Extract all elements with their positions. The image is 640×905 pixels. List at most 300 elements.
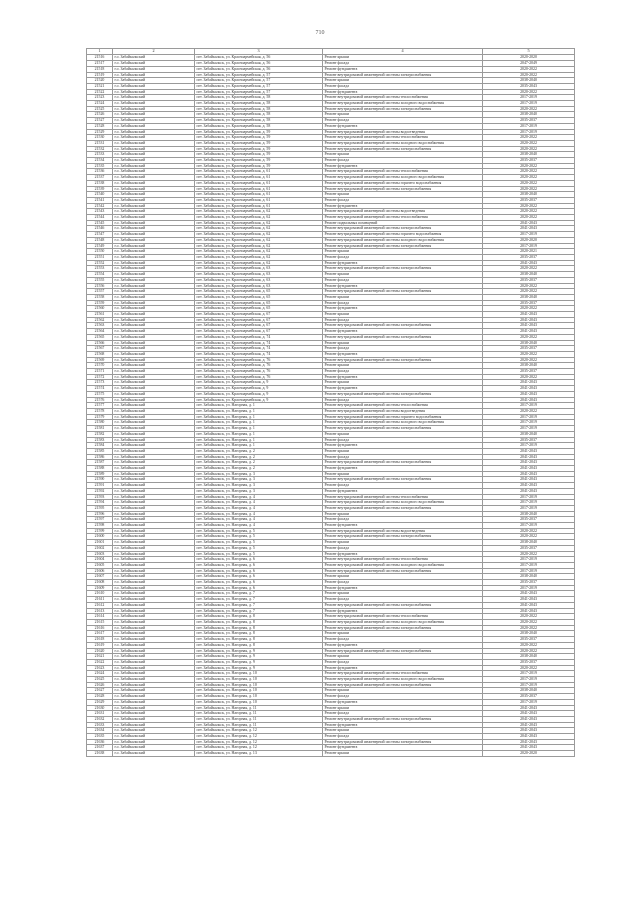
municipality-cell: г.о. Забайкальский	[113, 562, 195, 568]
municipality-cell: г.о. Забайкальский	[113, 118, 195, 124]
period-cell: 2041-2043	[483, 739, 575, 745]
address-cell: пгт. Забайкальск, ул. Нагорная, д. 1	[195, 426, 323, 432]
row-number-cell: 21555	[87, 277, 113, 283]
address-cell: пгт. Забайкальск, ул. Нагорная, д. 1	[195, 403, 323, 409]
municipality-cell: г.о. Забайкальский	[113, 260, 195, 266]
row-number-cell: 21614	[87, 614, 113, 620]
municipality-cell: г.о. Забайкальский	[113, 317, 195, 323]
period-cell: 2035-2037	[483, 300, 575, 306]
work-type-cell: Ремонт внутридомовой инженерной системы электроснабжения	[323, 460, 483, 466]
municipality-cell: г.о. Забайкальский	[113, 654, 195, 660]
address-cell: пгт. Забайкальск, ул. Нагорная, д. 5	[195, 545, 323, 551]
municipality-cell: г.о. Забайкальский	[113, 66, 195, 72]
row-number-cell: 21573	[87, 380, 113, 386]
work-type-cell: Ремонт подвальных помещений	[323, 220, 483, 226]
municipality-cell: г.о. Забайкальский	[113, 665, 195, 671]
address-cell: пгт. Забайкальск, ул. Нагорная, д. 8	[195, 614, 323, 620]
address-cell: пгт. Забайкальск, ул. Нагорная, д. 10	[195, 699, 323, 705]
work-type-cell: Ремонт фасада	[323, 300, 483, 306]
row-number-cell: 21576	[87, 397, 113, 403]
row-number-cell: 21626	[87, 682, 113, 688]
address-cell: пгт. Забайкальск, ул. Красноармейская, д. 61	[195, 197, 323, 203]
municipality-cell: г.о. Забайкальский	[113, 523, 195, 529]
municipality-cell: г.о. Забайкальский	[113, 734, 195, 740]
period-cell: 2035-2037	[483, 517, 575, 523]
municipality-cell: г.о. Забайкальский	[113, 152, 195, 158]
period-cell: 2041-2043	[483, 460, 575, 466]
municipality-cell: г.о. Забайкальский	[113, 277, 195, 283]
row-number-cell: 21572	[87, 374, 113, 380]
row-number-cell: 21594	[87, 500, 113, 506]
address-cell: пгт. Забайкальск, ул. Красноармейская, д. 57	[195, 78, 323, 84]
work-type-cell: Ремонт фундамента	[323, 523, 483, 529]
municipality-cell: г.о. Забайкальский	[113, 83, 195, 89]
municipality-cell: г.о. Забайкальский	[113, 659, 195, 665]
municipality-cell: г.о. Забайкальский	[113, 209, 195, 215]
period-cell: 2041-2043	[483, 483, 575, 489]
address-cell: пгт. Забайкальск, ул. Нагорная, д. 12	[195, 739, 323, 745]
period-cell: 2041-2043	[483, 391, 575, 397]
municipality-cell: г.о. Забайкальский	[113, 517, 195, 523]
period-cell: 2017-2019	[483, 682, 575, 688]
municipality-cell: г.о. Забайкальский	[113, 294, 195, 300]
work-type-cell: Ремонт фасада	[323, 397, 483, 403]
municipality-cell: г.о. Забайкальский	[113, 255, 195, 261]
period-cell: 2041-2043	[483, 477, 575, 483]
municipality-cell: г.о. Забайкальский	[113, 471, 195, 477]
row-number-cell: 21559	[87, 300, 113, 306]
address-cell: пгт. Забайкальск, ул. Нагорная, д. 7	[195, 597, 323, 603]
work-type-cell: Ремонт фундамента	[323, 351, 483, 357]
period-cell: 2035-2037	[483, 545, 575, 551]
row-number-cell: 21529	[87, 129, 113, 135]
row-number-cell: 21530	[87, 135, 113, 141]
work-type-cell: Ремонт внутридомовой инженерной системы электроснабжения	[323, 739, 483, 745]
row-number-cell: 21601	[87, 540, 113, 546]
address-cell: пгт. Забайкальск, ул. Красноармейская, д. 59	[195, 152, 323, 158]
municipality-cell: г.о. Забайкальский	[113, 106, 195, 112]
row-number-cell: 21578	[87, 408, 113, 414]
address-cell: пгт. Забайкальск, ул. Нагорная, д. 10	[195, 688, 323, 694]
row-number-cell: 21535	[87, 163, 113, 169]
row-number-cell: 21598	[87, 523, 113, 529]
work-type-cell: Ремонт внутридомовой инженерной системы холодного водоснабжения	[323, 140, 483, 146]
municipality-cell: г.о. Забайкальский	[113, 671, 195, 677]
period-cell: 2035-2043	[483, 83, 575, 89]
municipality-cell: г.о. Забайкальский	[113, 545, 195, 551]
work-type-cell: Ремонт внутридомовой инженерной системы горячего водоснабжения	[323, 232, 483, 238]
work-type-cell: Ремонт фундамента	[323, 443, 483, 449]
municipality-cell: г.о. Забайкальский	[113, 642, 195, 648]
municipality-cell: г.о. Забайкальский	[113, 488, 195, 494]
work-type-cell: Ремонт внутридомовой инженерной системы горячего водоснабжения	[323, 414, 483, 420]
address-cell: пгт. Забайкальск, ул. Красноармейская, д. 58	[195, 101, 323, 107]
row-number-cell: 21543	[87, 209, 113, 215]
municipality-cell: г.о. Забайкальский	[113, 574, 195, 580]
municipality-cell: г.о. Забайкальский	[113, 505, 195, 511]
address-cell: пгт. Забайкальск, ул. Нагорная, д. 8	[195, 620, 323, 626]
row-number-cell: 21617	[87, 631, 113, 637]
period-cell: 2017-2019	[483, 699, 575, 705]
address-cell: пгт. Забайкальск, ул. Красноармейская, д. 59	[195, 129, 323, 135]
address-cell: пгт. Забайкальск, ул. Нагорная, д. 1	[195, 420, 323, 426]
work-type-cell: Ремонт внутридомовой инженерной системы водоотведения	[323, 129, 483, 135]
work-type-cell: Ремонт крыши	[323, 294, 483, 300]
municipality-cell: г.о. Забайкальский	[113, 494, 195, 500]
address-cell: пгт. Забайкальск, ул. Красноармейская, д. 63	[195, 266, 323, 272]
work-type-cell: Ремонт внутридомовой инженерной системы электроснабжения	[323, 477, 483, 483]
work-type-cell: Ремонт внутридомовой инженерной системы электроснабжения	[323, 186, 483, 192]
work-type-cell: Ремонт фасада	[323, 580, 483, 586]
period-cell: 2041-2043	[483, 734, 575, 740]
column-header: 1	[87, 49, 113, 55]
period-cell: 2035-2037	[483, 659, 575, 665]
period-cell: 2017-2019	[483, 557, 575, 563]
row-number-cell: 21636	[87, 739, 113, 745]
address-cell: пгт. Забайкальск, ул. Нагорная, д. 6	[195, 574, 323, 580]
address-cell: пгт. Забайкальск, ул. Нагорная, д. 3	[195, 483, 323, 489]
period-cell: 2020-2022	[483, 408, 575, 414]
work-type-cell: Ремонт внутридомовой инженерной системы электроснабжения	[323, 226, 483, 232]
municipality-cell: г.о. Забайкальский	[113, 437, 195, 443]
work-type-cell: Ремонт внутридомовой инженерной системы холодного водоснабжения	[323, 562, 483, 568]
work-type-cell: Ремонт фундамента	[323, 488, 483, 494]
work-type-cell: Ремонт внутридомовой инженерной системы электроснабжения	[323, 357, 483, 363]
address-cell: пгт. Забайкальск, ул. Нагорная, д. 7	[195, 608, 323, 614]
period-cell: 2020-2022	[483, 642, 575, 648]
municipality-cell: г.о. Забайкальский	[113, 483, 195, 489]
work-type-cell: Ремонт внутридомовой инженерной системы холодного водоснабжения	[323, 500, 483, 506]
period-cell: 2041-2043	[483, 397, 575, 403]
row-number-cell: 21603	[87, 551, 113, 557]
work-type-cell: Ремонт фасада	[323, 61, 483, 67]
row-number-cell: 21631	[87, 711, 113, 717]
municipality-cell: г.о. Забайкальский	[113, 620, 195, 626]
period-cell: 2020-2022	[483, 283, 575, 289]
row-number-cell: 21525	[87, 106, 113, 112]
work-type-cell: Ремонт фундамента	[323, 665, 483, 671]
municipality-cell: г.о. Забайкальский	[113, 357, 195, 363]
work-type-cell: Ремонт внутридомовой инженерной системы электроснабжения	[323, 682, 483, 688]
row-number-cell: 21595	[87, 505, 113, 511]
municipality-cell: г.о. Забайкальский	[113, 226, 195, 232]
address-cell: пгт. Забайкальск, ул. Нагорная, д. 9	[195, 659, 323, 665]
period-cell: 2017-2019	[483, 243, 575, 249]
work-type-cell: Ремонт фасада	[323, 517, 483, 523]
work-type-cell: Ремонт внутридомовой инженерной системы холодного водоснабжения	[323, 620, 483, 626]
period-cell: 2017-2019	[483, 677, 575, 683]
period-cell: 2017-2019	[483, 129, 575, 135]
work-type-cell: Ремонт крыши	[323, 340, 483, 346]
municipality-cell: г.о. Забайкальский	[113, 677, 195, 683]
row-number-cell: 21571	[87, 369, 113, 375]
row-number-cell: 21607	[87, 574, 113, 580]
period-cell: 2017-2019	[483, 232, 575, 238]
municipality-cell: г.о. Забайкальский	[113, 431, 195, 437]
period-cell: 2041-2043	[483, 323, 575, 329]
row-number-cell: 21557	[87, 289, 113, 295]
address-cell: пгт. Забайкальск, ул. Нагорная, д. 6	[195, 568, 323, 574]
period-cell: 2020-2022	[483, 186, 575, 192]
row-number-cell: 21522	[87, 89, 113, 95]
row-number-cell: 21567	[87, 346, 113, 352]
address-cell: пгт. Забайкальск, ул. Красноармейская, д. 65	[195, 294, 323, 300]
period-cell: 2020-2022	[483, 106, 575, 112]
work-type-cell: Ремонт фасада	[323, 597, 483, 603]
period-cell: 2035-2037	[483, 346, 575, 352]
work-type-cell: Ремонт фундамента	[323, 283, 483, 289]
address-cell: пгт. Забайкальск, ул. Красноармейская, д. 9	[195, 397, 323, 403]
municipality-cell: г.о. Забайкальский	[113, 203, 195, 209]
period-cell: 2035-2037	[483, 118, 575, 124]
work-type-cell: Ремонт фасада	[323, 346, 483, 352]
period-cell: 2038-2040	[483, 511, 575, 517]
period-cell: 2017-2019	[483, 414, 575, 420]
row-number-cell: 21610	[87, 591, 113, 597]
period-cell: 2020-2022	[483, 289, 575, 295]
municipality-cell: г.о. Забайкальский	[113, 363, 195, 369]
municipality-cell: г.о. Забайкальский	[113, 511, 195, 517]
address-cell: пгт. Забайкальск, ул. Красноармейская, д. 62	[195, 220, 323, 226]
period-cell: 2017-2019	[483, 123, 575, 129]
table-row	[87, 751, 575, 757]
period-cell: 2020-2022	[483, 163, 575, 169]
row-number-cell: 21565	[87, 334, 113, 340]
row-number-cell: 21540	[87, 192, 113, 198]
row-number-cell: 21633	[87, 722, 113, 728]
period-cell: 2020-2022	[483, 266, 575, 272]
address-cell: пгт. Забайкальск, ул. Красноармейская, д. 9	[195, 391, 323, 397]
period-cell: 2020-2022	[483, 551, 575, 557]
period-cell: 2038-2040	[483, 540, 575, 546]
address-cell: пгт. Забайкальск, ул. Красноармейская, д. 74	[195, 334, 323, 340]
address-cell: пгт. Забайкальск, ул. Красноармейская, д. 76	[195, 374, 323, 380]
municipality-cell: г.о. Забайкальский	[113, 443, 195, 449]
period-cell: 2041-2043	[483, 602, 575, 608]
municipality-cell: г.о. Забайкальский	[113, 460, 195, 466]
row-number-cell: 21556	[87, 283, 113, 289]
row-number-cell: 21608	[87, 580, 113, 586]
address-cell: пгт. Забайкальск, ул. Красноармейская, д. 63	[195, 283, 323, 289]
row-number-cell: 21545	[87, 220, 113, 226]
row-number-cell: 21621	[87, 654, 113, 660]
work-type-cell: Ремонт фундамента	[323, 374, 483, 380]
municipality-cell: г.о. Забайкальский	[113, 289, 195, 295]
row-number-cell: 21528	[87, 123, 113, 129]
address-cell: пгт. Забайкальск, ул. Красноармейская, д. 62	[195, 209, 323, 215]
row-number-cell: 21547	[87, 232, 113, 238]
column-header: 5	[483, 49, 575, 55]
row-number-cell: 21524	[87, 101, 113, 107]
municipality-cell: г.о. Забайкальский	[113, 705, 195, 711]
period-cell: 2020-2022	[483, 209, 575, 215]
period-cell: 2035-2037	[483, 369, 575, 375]
address-cell: пгт. Забайкальск, ул. Красноармейская, д. 74	[195, 351, 323, 357]
period-cell: 2020-2022	[483, 374, 575, 380]
municipality-cell: г.о. Забайкальский	[113, 180, 195, 186]
work-type-cell: Ремонт внутридомовой инженерной системы электроснабжения	[323, 648, 483, 654]
row-number-cell: 21605	[87, 562, 113, 568]
period-cell: 2038-2040	[483, 272, 575, 278]
municipality-cell: г.о. Забайкальский	[113, 312, 195, 318]
municipality-cell: г.о. Забайкальский	[113, 722, 195, 728]
address-cell: пгт. Забайкальск, ул. Нагорная, д. 12	[195, 734, 323, 740]
municipality-cell: г.о. Забайкальский	[113, 568, 195, 574]
municipality-cell: г.о. Забайкальский	[113, 329, 195, 335]
work-type-cell: Ремонт фундамента	[323, 66, 483, 72]
municipality-cell: г.о. Забайкальский	[113, 625, 195, 631]
period-cell: 2020-2022	[483, 334, 575, 340]
row-number-cell: 21536	[87, 169, 113, 175]
address-cell: пгт. Забайкальск, ул. Красноармейская, д. 59	[195, 135, 323, 141]
municipality-cell: г.о. Забайкальский	[113, 72, 195, 78]
row-number-cell: 21516	[87, 55, 113, 61]
period-cell: 2038-2040	[483, 112, 575, 118]
row-number-cell: 21625	[87, 677, 113, 683]
period-cell: 2020-2022	[483, 66, 575, 72]
address-cell: пгт. Забайкальск, ул. Красноармейская, д. 76	[195, 363, 323, 369]
work-type-cell: Ремонт крыши	[323, 511, 483, 517]
work-type-cell: Ремонт внутридомовой инженерной системы теплоснабжения	[323, 671, 483, 677]
row-number-cell: 21632	[87, 716, 113, 722]
period-cell: 2047-2049	[483, 61, 575, 67]
address-cell: пгт. Забайкальск, ул. Нагорная, д. 8	[195, 631, 323, 637]
row-number-cell: 21582	[87, 431, 113, 437]
municipality-cell: г.о. Забайкальский	[113, 243, 195, 249]
address-cell: пгт. Забайкальск, ул. Красноармейская, д. 62	[195, 260, 323, 266]
row-number-cell: 21628	[87, 694, 113, 700]
municipality-cell: г.о. Забайкальский	[113, 89, 195, 95]
address-cell: пгт. Забайкальск, ул. Нагорная, д. 6	[195, 580, 323, 586]
work-type-cell: Ремонт внутридомовой инженерной системы водоотведения	[323, 209, 483, 215]
work-type-cell: Ремонт фундамента	[323, 386, 483, 392]
work-type-cell: Ремонт крыши	[323, 705, 483, 711]
row-number-cell: 21575	[87, 391, 113, 397]
address-cell: пгт. Забайкальск, ул. Красноармейская, д. 59	[195, 158, 323, 164]
row-number-cell: 21611	[87, 597, 113, 603]
municipality-cell: г.о. Забайкальский	[113, 728, 195, 734]
municipality-cell: г.о. Забайкальский	[113, 380, 195, 386]
work-type-cell: Ремонт фасада	[323, 317, 483, 323]
period-cell: 2041-2043	[483, 226, 575, 232]
period-cell: 2020-2022	[483, 306, 575, 312]
address-cell: пгт. Забайкальск, ул. Красноармейская, д. 65	[195, 300, 323, 306]
row-number-cell: 21537	[87, 175, 113, 181]
work-type-cell: Ремонт внутридомовой инженерной системы электроснабжения	[323, 505, 483, 511]
work-type-cell: Ремонт фундамента	[323, 163, 483, 169]
address-cell: пгт. Забайкальск, ул. Красноармейская, д. 62	[195, 237, 323, 243]
address-cell: пгт. Забайкальск, ул. Нагорная, д. 4	[195, 517, 323, 523]
period-cell: 2020-2022	[483, 620, 575, 626]
municipality-cell: г.о. Забайкальский	[113, 608, 195, 614]
municipality-cell: г.о. Забайкальский	[113, 694, 195, 700]
address-cell: пгт. Забайкальск, ул. Красноармейская, д. 59	[195, 146, 323, 152]
address-cell: пгт. Забайкальск, ул. Нагорная, д. 1	[195, 443, 323, 449]
address-cell: пгт. Забайкальск, ул. Красноармейская, д. 61	[195, 192, 323, 198]
work-type-cell: Ремонт фасада	[323, 118, 483, 124]
period-cell: 2017-2019	[483, 101, 575, 107]
work-type-cell: Ремонт внутридомовой инженерной системы электроснабжения	[323, 323, 483, 329]
address-cell: пгт. Забайкальск, ул. Нагорная, д. 11	[195, 716, 323, 722]
work-type-cell: Ремонт фасада	[323, 277, 483, 283]
municipality-cell: г.о. Забайкальский	[113, 351, 195, 357]
period-cell: 2020-2022	[483, 625, 575, 631]
address-cell: пгт. Забайкальск, ул. Нагорная, д. 1	[195, 437, 323, 443]
period-cell: 2038-2040	[483, 192, 575, 198]
period-cell: 2017-2019	[483, 585, 575, 591]
work-type-cell: Ремонт внутридомовой инженерной системы электроснабжения	[323, 243, 483, 249]
period-cell: 2035-2037	[483, 437, 575, 443]
row-number-cell: 21518	[87, 66, 113, 72]
row-number-cell: 21588	[87, 466, 113, 472]
address-cell: пгт. Забайкальск, ул. Нагорная, д. 2	[195, 460, 323, 466]
row-number-cell: 21568	[87, 351, 113, 357]
row-number-cell: 21552	[87, 260, 113, 266]
period-cell: 2020-2022	[483, 528, 575, 534]
work-type-cell: Ремонт фундамента	[323, 123, 483, 129]
period-cell: 2041-2043	[483, 317, 575, 323]
period-cell: 2041-2043	[483, 448, 575, 454]
address-cell: пгт. Забайкальск, ул. Нагорная, д. 9	[195, 648, 323, 654]
address-cell: пгт. Забайкальск, ул. Нагорная, д. 4	[195, 494, 323, 500]
row-number-cell: 21622	[87, 659, 113, 665]
municipality-cell: г.о. Забайкальский	[113, 340, 195, 346]
municipality-cell: г.о. Забайкальский	[113, 323, 195, 329]
period-cell: 2017-2019	[483, 426, 575, 432]
municipality-cell: г.о. Забайкальский	[113, 745, 195, 751]
work-type-cell: Ремонт крыши	[323, 312, 483, 318]
period-cell: 2041-2043	[483, 386, 575, 392]
municipality-cell: г.о. Забайкальский	[113, 699, 195, 705]
address-cell: пгт. Забайкальск, ул. Красноармейская, д. 57	[195, 83, 323, 89]
row-number-cell: 21539	[87, 186, 113, 192]
period-cell: 2041-2043	[483, 488, 575, 494]
municipality-cell: г.о. Забайкальский	[113, 346, 195, 352]
work-type-cell: Ремонт фасада	[323, 734, 483, 740]
municipality-cell: г.о. Забайкальский	[113, 249, 195, 255]
address-cell: пгт. Забайкальск, ул. Нагорная, д. 6	[195, 557, 323, 563]
row-number-cell: 21558	[87, 294, 113, 300]
work-type-cell: Ремонт крыши	[323, 363, 483, 369]
period-cell: 2020-2020	[483, 237, 575, 243]
address-cell: пгт. Забайкальск, ул. Красноармейская, д. 63	[195, 272, 323, 278]
work-type-cell: Ремонт внутридомовой инженерной системы холодного водоснабжения	[323, 420, 483, 426]
period-cell: 2017-2019	[483, 443, 575, 449]
work-type-cell: Ремонт внутридомовой инженерной системы холодного водоснабжения	[323, 237, 483, 243]
work-type-cell: Ремонт внутридомовой инженерной системы теплоснабжения	[323, 135, 483, 141]
work-type-cell: Ремонт крыши	[323, 751, 483, 757]
row-number-cell: 21566	[87, 340, 113, 346]
row-number-cell: 21637	[87, 745, 113, 751]
row-number-cell: 21541	[87, 197, 113, 203]
address-cell: пгт. Забайкальск, ул. Красноармейская, д. 61	[195, 175, 323, 181]
municipality-cell: г.о. Забайкальский	[113, 158, 195, 164]
municipality-cell: г.о. Забайкальский	[113, 500, 195, 506]
work-type-cell: Ремонт крыши	[323, 112, 483, 118]
work-type-cell: Ремонт фасада	[323, 637, 483, 643]
work-type-cell: Ремонт фундамента	[323, 260, 483, 266]
municipality-cell: г.о. Забайкальский	[113, 591, 195, 597]
address-cell: пгт. Забайкальск, ул. Красноармейская, д. 57	[195, 89, 323, 95]
municipality-cell: г.о. Забайкальский	[113, 266, 195, 272]
work-type-cell: Ремонт фундамента	[323, 329, 483, 335]
address-cell: пгт. Забайкальск, ул. Нагорная, д. 8	[195, 642, 323, 648]
row-number-cell: 21521	[87, 83, 113, 89]
municipality-cell: г.о. Забайкальский	[113, 466, 195, 472]
period-cell: 2038-2040	[483, 654, 575, 660]
work-type-cell: Ремонт внутридомовой инженерной системы электроснабжения	[323, 625, 483, 631]
period-cell: 2041-2043	[483, 312, 575, 318]
